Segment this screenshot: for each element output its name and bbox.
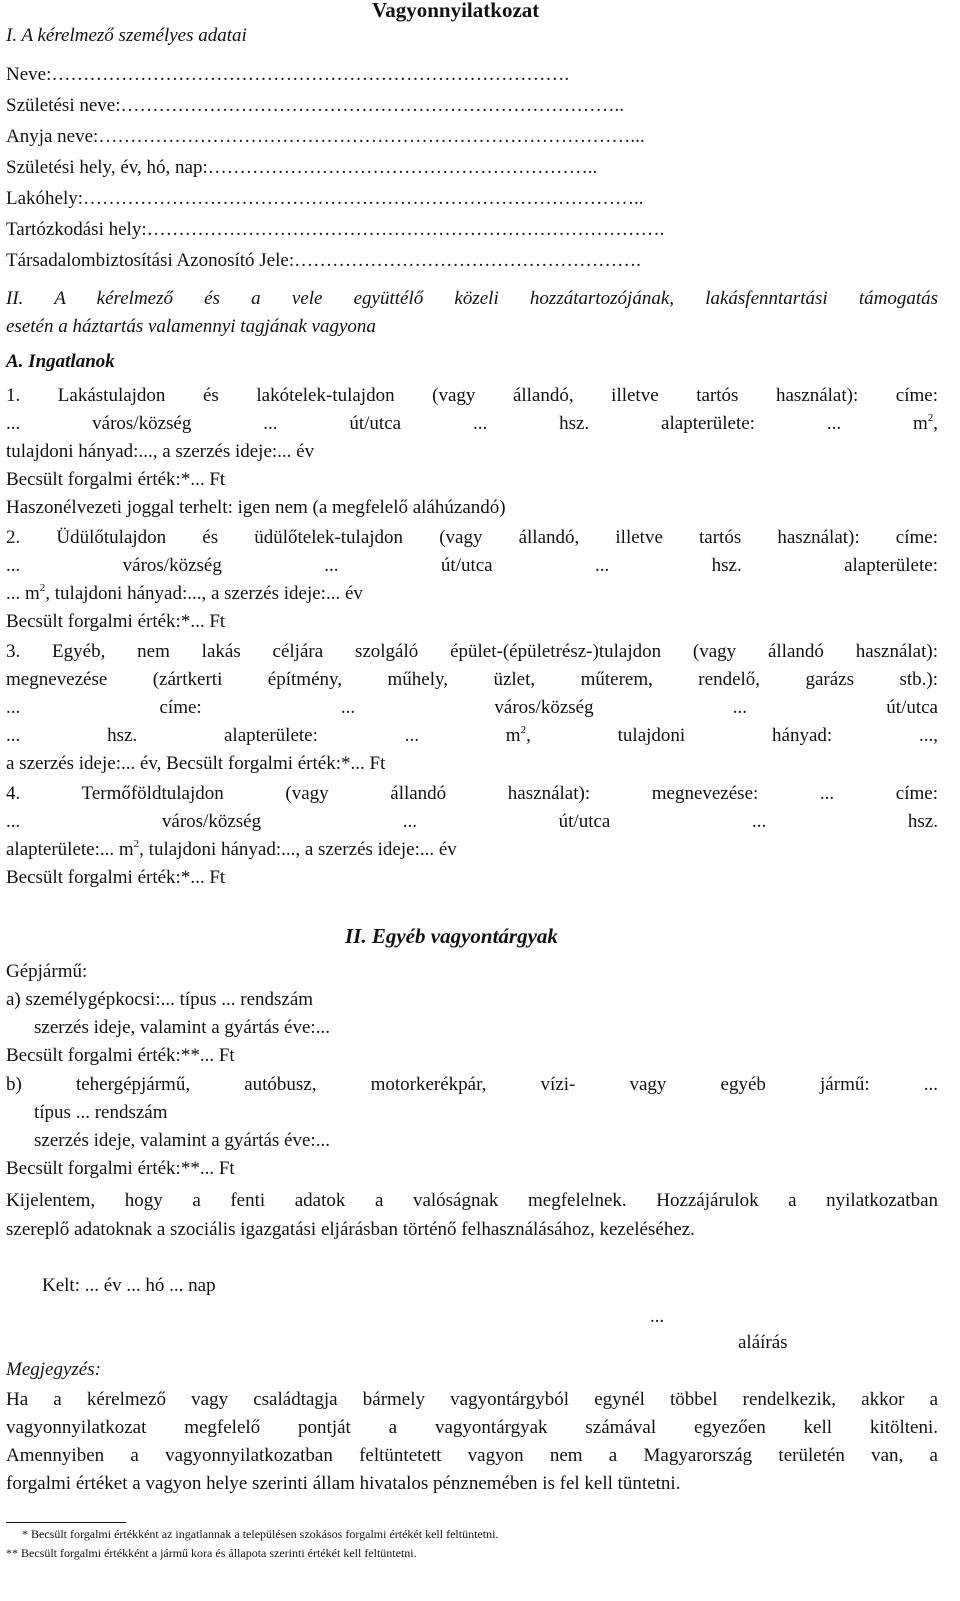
section2-heading-line2: esetén a háztartás valamennyi tagjának vagyona (6, 316, 376, 337)
section1-heading: I. A kérelmező személyes adatai (6, 25, 247, 46)
truck-line4: Becsült forgalmi érték:**... Ft (6, 1158, 235, 1179)
item1-line1: 1. Lakástulajdon és lakótelek-tulajdon (vagy állandó, illetve tartós használat): címe: (6, 385, 938, 406)
note-line3: Amennyiben a vagyonnyilatkozatban feltüntetett vagyon nem a Magyarország területén van, a (6, 1445, 938, 1466)
field-birth-name[interactable]: Születési neve:…………………………………………………………………….. (6, 95, 624, 116)
note-line1: Ha a kérelmező vagy családtagja bármely vagyontárgyból egynél többel rendelkezik, akkor a (6, 1389, 938, 1410)
field-stay-place[interactable]: Tartózkodási hely:………………………………………………………………………. (6, 219, 665, 240)
item1-line5: Haszonélvezeti joggal terhelt: igen nem (a megfelelő aláhúzandó) (6, 497, 506, 518)
declaration-line2: szereplő adatoknak a szociális igazgatási eljárásban történő felhasználásához, kezeléséhez. (6, 1219, 695, 1240)
truck-line1: b) tehergépjármű, autóbusz, motorkerékpár, vízi- vagy egyéb jármű: ... (6, 1074, 938, 1095)
item3-line1: 3. Egyéb, nem lakás céljára szolgáló épület-(épületrész-)tulajdon (vagy állandó használat): (6, 641, 938, 662)
item4-line4: Becsült forgalmi érték:*... Ft (6, 867, 226, 888)
item3-line3: ... címe: ... város/község ... út/utca (6, 697, 938, 718)
car-line3: Becsült forgalmi érték:**... Ft (6, 1045, 235, 1066)
note-heading: Megjegyzés: (6, 1359, 101, 1380)
truck-line3: szerzés ideje, valamint a gyártás éve:... (34, 1130, 330, 1151)
field-name[interactable]: Neve:………………………………………………………………………. (6, 64, 570, 85)
vehicle-label: Gépjármű: (6, 961, 88, 982)
item2-line4: Becsült forgalmi érték:*... Ft (6, 611, 226, 632)
item2-line1: 2. Üdülőtulajdon és üdülőtelek-tulajdon (vagy állandó, illetve tartós használat): címe: (6, 527, 938, 548)
item2-line2: ... város/község ... út/utca ... hsz. alapterülete: (6, 555, 938, 576)
car-line1: a) személygépkocsi:... típus ... rendszám (6, 989, 314, 1010)
field-taj[interactable]: Társadalombiztosítási Azonosító Jele:………………………………………………. (6, 250, 641, 271)
note-line4: forgalmi értéket a vagyon helye szerinti állam hivatalos pénznemében is fel kell tüntetni. (6, 1473, 681, 1494)
footnote-1: * Becsült forgalmi értékként az ingatlannak a településen szokásos forgalmi értékét kell feltüntetni. (22, 1527, 499, 1541)
signature-dots[interactable]: ... (650, 1306, 665, 1327)
field-birth-place-date[interactable]: Születési hely, év, hó, nap:…………………………………………………….. (6, 157, 598, 178)
section2-heading-line1: II. A kérelmező és a vele együttélő közeli hozzátartozójának, lakásfenntartási támogatás (6, 288, 938, 309)
field-mother-name[interactable]: Anyja neve:…………………………………………………………………………... (6, 126, 645, 147)
footnote-rule (6, 1522, 126, 1523)
subsection-a-heading: A. Ingatlanok (6, 351, 115, 372)
item3-line2: megnevezése (zártkerti építmény, műhely, üzlet, műterem, rendelő, garázs stb.): (6, 669, 938, 690)
truck-line2: típus ... rendszám (34, 1102, 168, 1123)
signature-label: aláírás (738, 1332, 788, 1353)
document-title: Vagyonnyilatkozat (372, 0, 540, 22)
item3-line5: a szerzés ideje:... év, Becsült forgalmi érték:*... Ft (6, 753, 386, 774)
item4-line1: 4. Termőföldtulajdon (vagy állandó használat): megnevezése: ... címe: (6, 783, 938, 804)
item1-line2: ... város/község ... út/utca ... hsz. alapterülete: ... $m^2$, (6, 411, 938, 434)
item1-line3: tulajdoni hányad:..., a szerzés ideje:... év (6, 441, 315, 462)
declaration-line1: Kijelentem, hogy a fenti adatok a valóságnak megfelelnek. Hozzájárulok a nyilatkozatban (6, 1190, 938, 1211)
section3-heading: II. Egyéb vagyontárgyak (345, 924, 558, 948)
item3-line4: ... hsz. alapterülete: ... $m^2$, tulajdoni hányad: ..., (6, 723, 938, 746)
item4-line2: ... város/község ... út/utca ... hsz. (6, 811, 938, 832)
footnote-2: ** Becsült forgalmi értékként a jármű kora és állapota szerinti értékét kell feltüntetni. (6, 1546, 417, 1560)
date-line[interactable]: Kelt: ... év ... hó ... nap (42, 1275, 216, 1296)
car-line2: szerzés ideje, valamint a gyártás éve:... (34, 1017, 330, 1038)
item1-line4: Becsült forgalmi érték:*... Ft (6, 469, 226, 490)
item2-line3: ... $m^2$, tulajdoni hányad:..., a szerzés ideje:... év (6, 581, 363, 604)
note-line2: vagyonnyilatkozat megfelelő pontját a vagyontárgyak számával egyezően kell kitölteni. (6, 1417, 938, 1438)
field-residence[interactable]: Lakóhely:…………………………………………………………………………….. (6, 188, 644, 209)
item4-line3: alapterülete:... $m^2$, tulajdoni hányad:..., a szerzés ideje:... év (6, 837, 457, 860)
